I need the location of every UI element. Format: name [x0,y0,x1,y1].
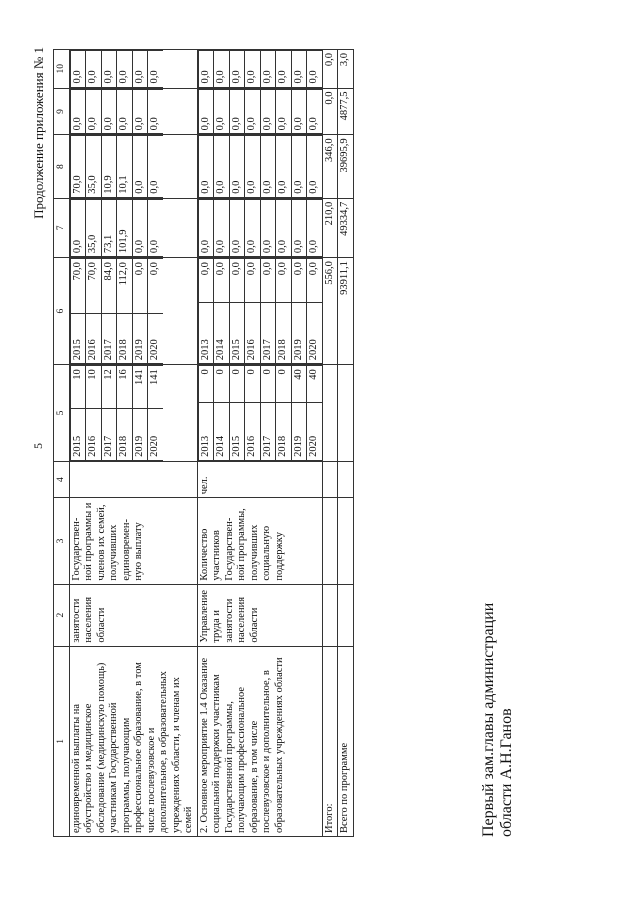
col9-values [197,88,322,135]
sub-row [70,366,86,461]
value-cell: 0,0 [291,89,307,134]
sub-row [291,199,307,256]
year-cell: 2017 [101,313,117,364]
col9-values [69,88,197,135]
year-cell: 2020 [148,408,163,460]
year-cell: 2020 [307,303,322,364]
subtotal-c6: 556,0 [322,258,338,365]
sub-row [132,51,148,88]
value-cell: 0,0 [307,51,322,88]
value-cell: 0,0 [86,51,102,88]
table-row [69,50,197,837]
year-amounts [69,258,197,365]
value-cell: 0,0 [245,89,261,134]
year-cell: 2019 [132,313,148,364]
sub-row [245,366,261,461]
sub-row [101,51,117,88]
total-c9: 4877,5 [338,88,354,135]
value-cell: 0,0 [132,89,148,134]
sub-row [70,259,86,364]
year-cell: 2014 [214,303,230,364]
value-cell: 0,0 [148,199,163,256]
col8-values [69,135,197,198]
sub-row [101,259,117,364]
year-cell: 2018 [276,303,292,364]
sub-row [198,259,214,364]
sub-row [86,89,102,134]
col-number: 10 [54,50,70,89]
sub-row [86,199,102,256]
value-cell: 0 [276,366,292,402]
year-cell: 2018 [117,313,133,364]
value-cell: 0 [245,366,261,402]
sub-row [307,89,322,134]
sub-row [117,136,133,197]
sub-row [291,51,307,88]
value-cell: 0 [214,366,230,402]
value-cell: 0,0 [260,51,276,88]
value-cell: 73,1 [101,199,117,256]
subtotal-row [322,50,338,837]
value-cell: 0,0 [245,199,261,256]
indicator: Количество участников Государствен-ной программы, получивших социальную поддержку [197,498,322,584]
sub-row [260,366,276,461]
value-cell: 70,0 [70,136,86,197]
value-cell: 0,0 [229,259,245,303]
sub-row [291,89,307,134]
measure-description: единовременной выплаты на обустройство и медицинское обследование (медицинскую помощь) участникам Государственной программы, получающим профессиональное образование, в том числе послевузовское и дополнительное, в образовательных учреждениях области, и членам их семей [69,646,197,836]
total-c8: 39695,9 [338,135,354,198]
value-cell: 0,0 [148,259,163,314]
value-cell: 10,9 [101,136,117,197]
unit [69,461,197,497]
value-cell: 70,0 [86,259,102,314]
year-cell: 2020 [307,402,322,460]
sub-row [198,51,214,88]
year-cell: 2015 [229,303,245,364]
sub-row [214,366,230,461]
value-cell: 0,0 [229,136,245,197]
sub-row [86,136,102,197]
value-cell: 0,0 [148,51,163,88]
total-c10: 3,0 [338,50,354,89]
subtotal-label: Итого: [322,646,338,836]
col-number: 6 [54,258,70,365]
measure-description: 2. Основное мероприятие 1.4 Оказание социальной поддержки участникам Государственной программы, получающим профессиональное образование, в том числе послевузовское и дополнительное, в образовательных учреждениях области [197,646,322,836]
sub-row [245,259,261,364]
value-cell: 0,0 [86,89,102,134]
value-cell: 0,0 [291,51,307,88]
sub-row [117,89,133,134]
value-cell: 0,0 [117,89,133,134]
year-cell: 2019 [291,303,307,364]
year-cell: 2017 [260,303,276,364]
value-cell: 0,0 [198,199,214,256]
year-cell: 2016 [86,313,102,364]
value-cell: 16 [117,366,133,408]
year-cell: 2015 [70,408,86,460]
sub-row [70,51,86,88]
sub-row [214,51,230,88]
sub-row [229,136,245,197]
sub-row [148,89,163,134]
value-cell: 0,0 [198,51,214,88]
sub-row [86,259,102,364]
value-cell: 70,0 [70,259,86,314]
program-table [53,49,354,837]
sub-row [198,89,214,134]
value-cell: 0,0 [101,51,117,88]
col7-values [69,198,197,257]
year-values [197,365,322,462]
total-c7: 49334,7 [338,198,354,257]
value-cell: 40 [291,366,307,402]
value-cell: 0,0 [260,199,276,256]
sub-row [260,199,276,256]
value-cell: 0,0 [229,199,245,256]
value-cell: 141 [132,366,148,408]
signature-block: Первый зам.главы администрации области А.Н.Ганов [480,602,515,837]
value-cell: 0,0 [276,199,292,256]
executor: Управление труда и занятости населения области [197,584,322,646]
year-cell: 2017 [260,402,276,460]
value-cell: 0,0 [214,259,230,303]
value-cell: 112,0 [117,259,133,314]
value-cell: 40 [307,366,322,402]
value-cell: 0,0 [132,51,148,88]
year-cell: 2019 [132,408,148,460]
value-cell: 0,0 [245,259,261,303]
value-cell: 35,0 [86,199,102,256]
year-cell: 2018 [276,402,292,460]
sub-row [101,136,117,197]
value-cell: 0,0 [132,199,148,256]
sub-row [245,136,261,197]
value-cell: 0,0 [214,51,230,88]
year-cell: 2019 [291,402,307,460]
sub-row [70,199,86,256]
subtotal-c9: 0,0 [322,88,338,135]
value-cell: 0,0 [260,259,276,303]
year-cell: 2014 [214,402,230,460]
value-cell: 0,0 [214,89,230,134]
sub-row [307,199,322,256]
sub-row [245,199,261,256]
sub-row [229,89,245,134]
total-label: Всего по программе [338,646,354,836]
executor: занятости населения области [69,584,197,646]
indicator: Государствен-ной программы и членов их семей, получивших единовремен-ную выплату [69,498,197,584]
sub-row [291,136,307,197]
value-cell: 0 [198,366,214,402]
year-cell: 2013 [198,303,214,364]
sub-row [198,136,214,197]
sub-row [291,259,307,364]
year-cell: 2016 [86,408,102,460]
sub-row [148,136,163,197]
col-number: 9 [54,88,70,135]
table-row [197,50,322,837]
sub-row [132,366,148,461]
sub-row [101,89,117,134]
sub-row [101,199,117,256]
page-number: 5 [31,443,45,449]
year-amounts [197,258,322,365]
col-number: 8 [54,135,70,198]
col-number: 3 [54,498,70,584]
sub-row [291,366,307,461]
sub-row [307,136,322,197]
subtotal-c7: 210,0 [322,198,338,257]
value-cell: 0,0 [229,51,245,88]
value-cell: 0,0 [132,259,148,314]
col-number: 4 [54,461,70,497]
value-cell: 0 [229,366,245,402]
sub-row [276,366,292,461]
sub-row [70,89,86,134]
value-cell: 0,0 [276,51,292,88]
value-cell: 0,0 [307,89,322,134]
sub-row [229,199,245,256]
sub-row [260,51,276,88]
sub-row [276,199,292,256]
value-cell: 10,1 [117,136,133,197]
year-cell: 2016 [245,303,261,364]
value-cell: 101,9 [117,199,133,256]
value-cell: 0,0 [214,136,230,197]
value-cell: 10 [70,366,86,408]
value-cell: 0,0 [117,51,133,88]
col-number: 7 [54,198,70,257]
value-cell: 141 [148,366,163,408]
value-cell: 0,0 [307,259,322,303]
year-values [69,365,197,462]
sub-row [307,366,322,461]
sub-row [132,199,148,256]
sub-row [101,366,117,461]
value-cell: 0,0 [148,136,163,197]
sub-row [214,199,230,256]
unit: чел. [197,461,322,497]
sub-row [132,136,148,197]
sub-row [86,51,102,88]
sub-row [229,51,245,88]
page-header: Продолжение приложения № 1 [31,47,46,219]
value-cell: 0,0 [229,89,245,134]
sub-row [260,259,276,364]
value-cell: 0,0 [70,51,86,88]
sub-row [214,89,230,134]
col-number: 2 [54,584,70,646]
sub-row [117,366,133,461]
sub-row [276,136,292,197]
value-cell: 0,0 [276,89,292,134]
year-cell: 2020 [148,313,163,364]
sub-row [307,51,322,88]
year-cell: 2017 [101,408,117,460]
sub-row [245,51,261,88]
sub-row [148,51,163,88]
sub-row [260,89,276,134]
value-cell: 0,0 [260,89,276,134]
col8-values [197,135,322,198]
value-cell: 0,0 [307,199,322,256]
value-cell: 0,0 [70,199,86,256]
subtotal-c10: 0,0 [322,50,338,89]
column-numbers-row [54,50,70,837]
sub-row [229,366,245,461]
col7-values [197,198,322,257]
sub-row [148,199,163,256]
value-cell: 35,0 [86,136,102,197]
year-cell: 2016 [245,402,261,460]
sub-row [198,366,214,461]
subtotal-c8: 346,0 [322,135,338,198]
year-cell: 2013 [198,402,214,460]
value-cell: 0,0 [148,89,163,134]
sub-row [70,136,86,197]
col10-values [69,50,197,89]
value-cell: 0,0 [291,136,307,197]
year-cell: 2018 [117,408,133,460]
value-cell: 0,0 [260,136,276,197]
sub-row [276,89,292,134]
value-cell: 0,0 [276,136,292,197]
value-cell: 0,0 [245,51,261,88]
value-cell: 0,0 [307,136,322,197]
year-cell: 2015 [229,402,245,460]
col-number: 5 [54,365,70,462]
sub-row [148,366,163,461]
sub-row [117,199,133,256]
value-cell: 0,0 [198,89,214,134]
value-cell: 0,0 [214,199,230,256]
sub-row [260,136,276,197]
value-cell: 0,0 [132,136,148,197]
value-cell: 0,0 [276,259,292,303]
value-cell: 84,0 [101,259,117,314]
value-cell: 12 [101,366,117,408]
col-number: 1 [54,646,70,836]
value-cell: 0 [260,366,276,402]
sub-row [132,259,148,364]
value-cell: 0,0 [198,259,214,303]
sub-row [214,136,230,197]
value-cell: 0,0 [198,136,214,197]
sub-row [117,259,133,364]
sub-row [276,259,292,364]
sub-row [132,89,148,134]
year-cell: 2015 [70,313,86,364]
total-row [338,50,354,837]
sub-row [214,259,230,364]
total-c6: 93911,1 [338,258,354,365]
value-cell: 10 [86,366,102,408]
value-cell: 0,0 [245,136,261,197]
sub-row [245,89,261,134]
col10-values [197,50,322,89]
value-cell: 0,0 [70,89,86,134]
sub-row [307,259,322,364]
sub-row [86,366,102,461]
sub-row [276,51,292,88]
value-cell: 0,0 [291,259,307,303]
value-cell: 0,0 [291,199,307,256]
value-cell: 0,0 [101,89,117,134]
sub-row [148,259,163,364]
rotated-content [25,27,615,877]
sub-row [229,259,245,364]
sub-row [117,51,133,88]
sub-row [198,199,214,256]
